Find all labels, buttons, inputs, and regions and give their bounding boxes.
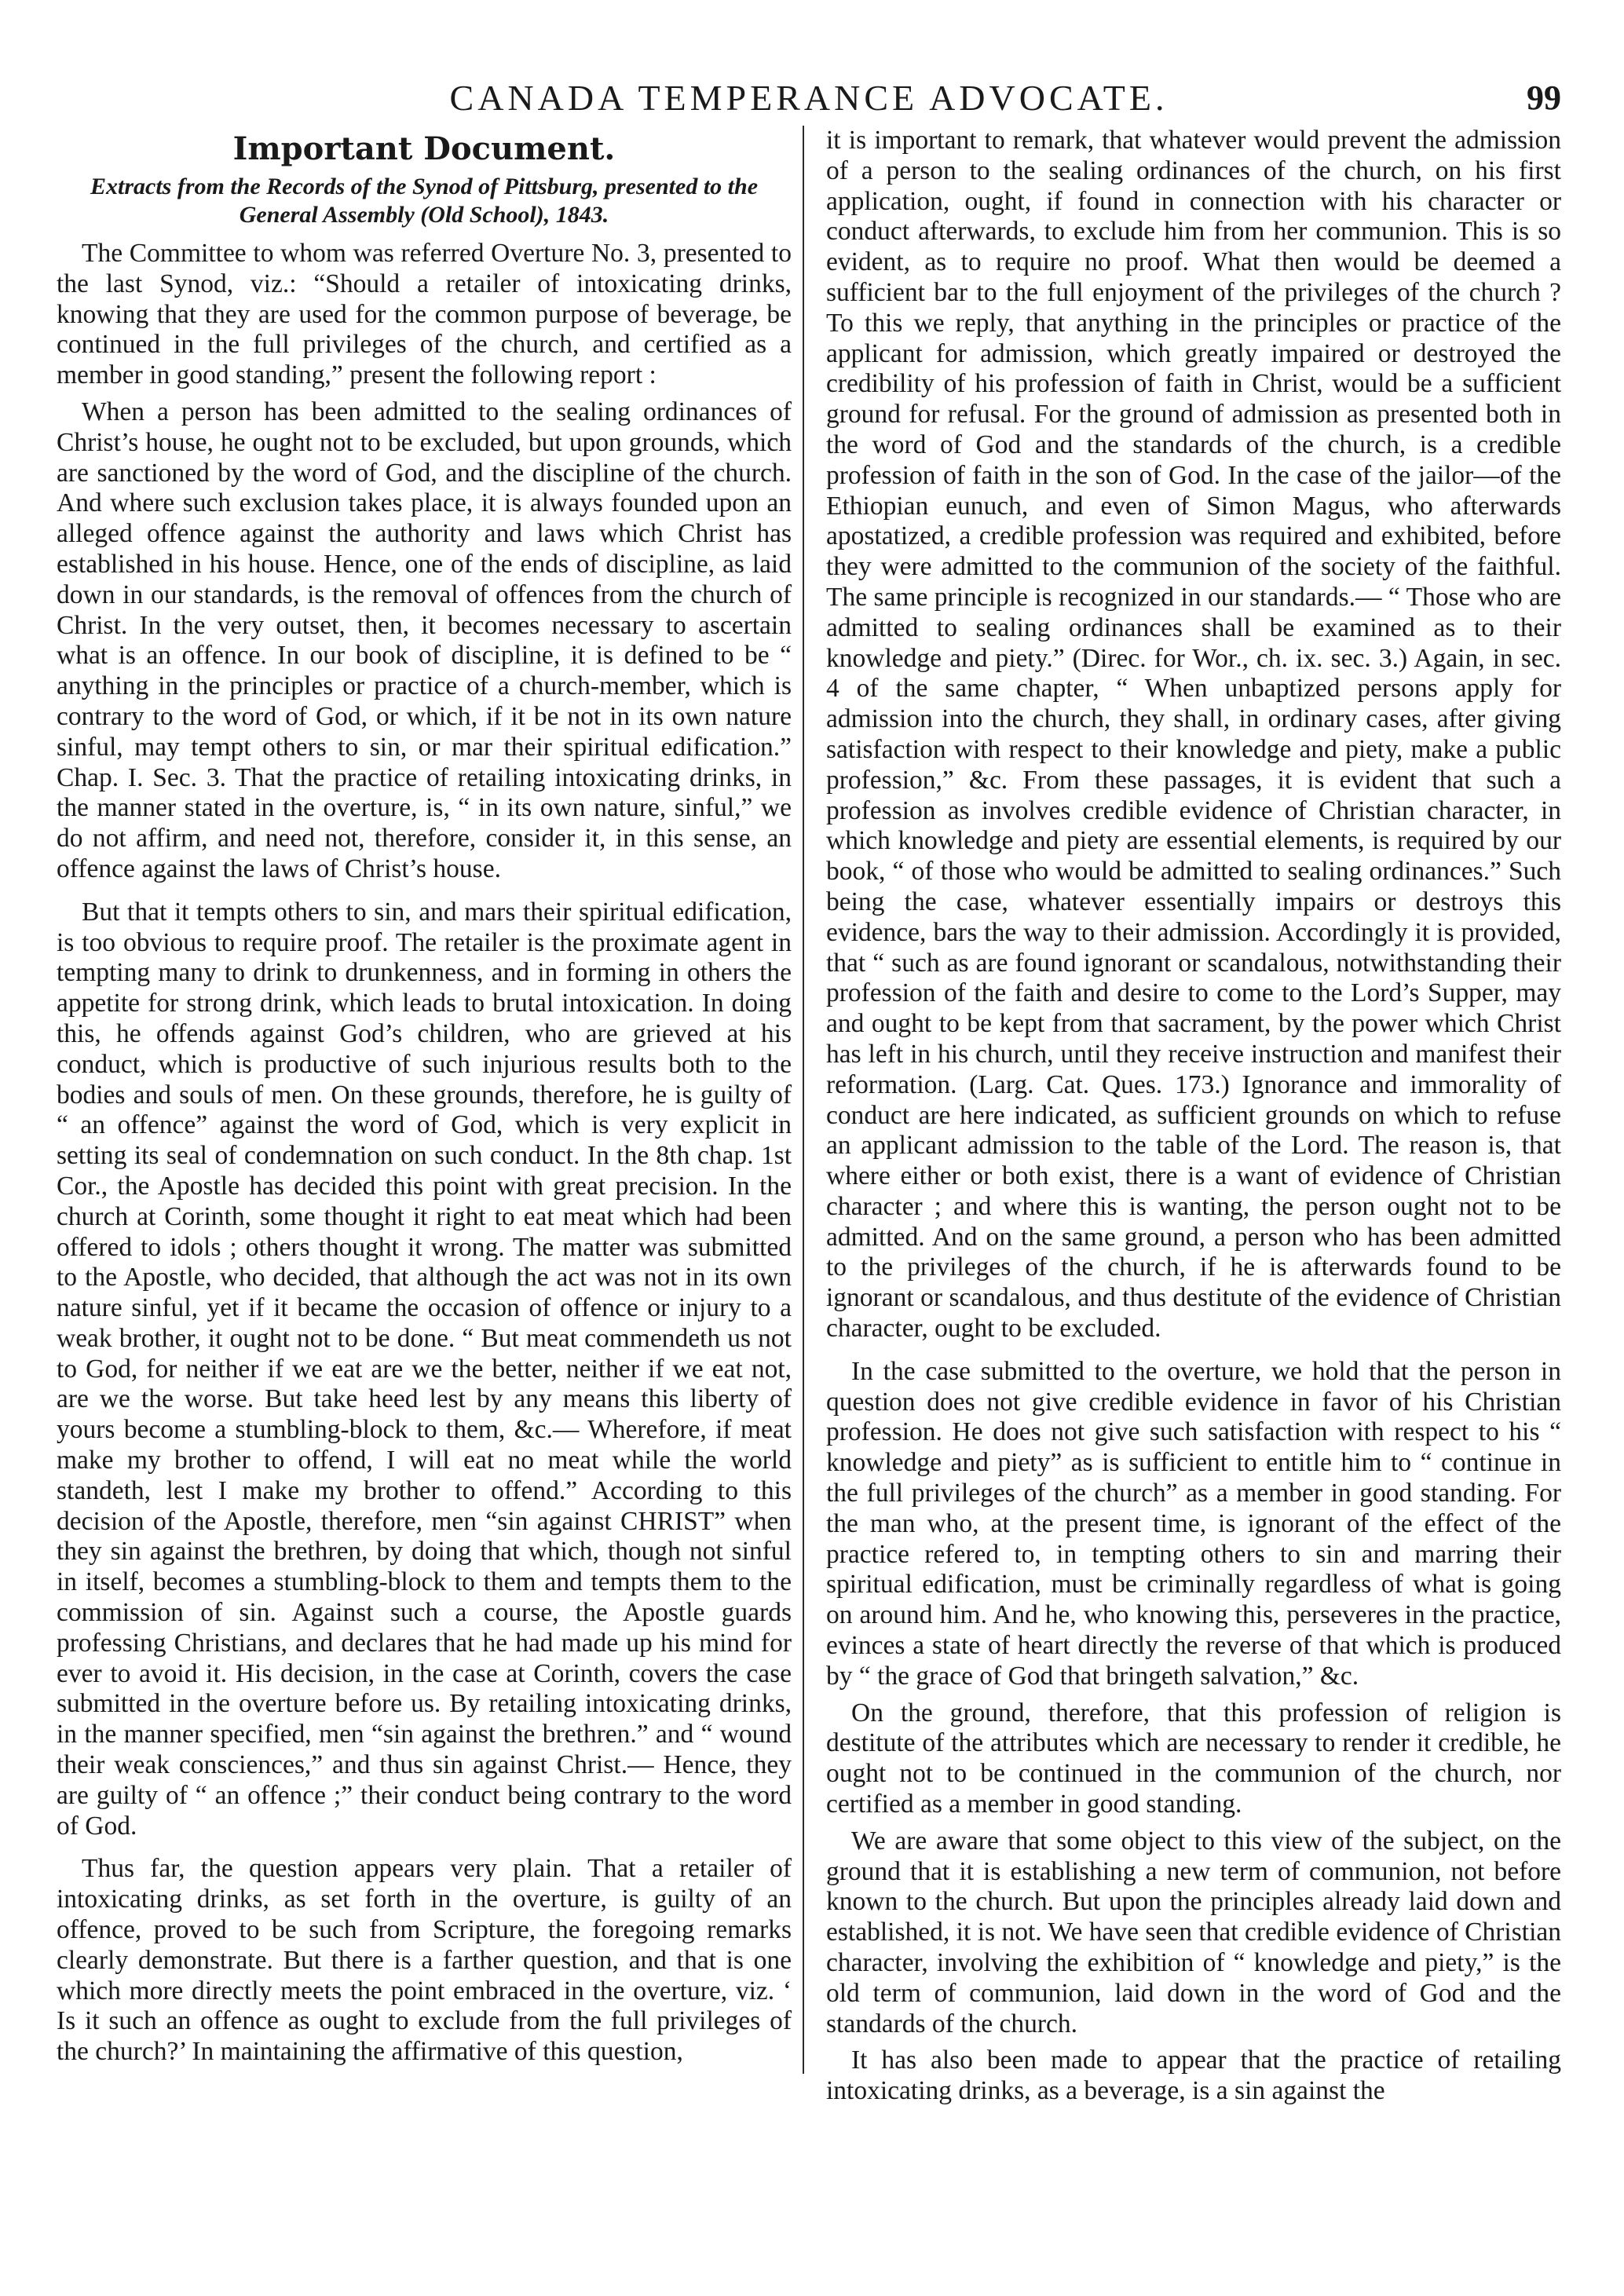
paragraph: it is important to remark, that whatever would prevent the admission of a person to the sealing ordinances of the church, on his first application, ought, if found in connection with his character or conduct afterwards, to exclude him from her communion. This is so evident, as to require no proof. What then would be deemed a sufficient bar to the full enjoyment of the privileges of the church ? To this we reply, that anything in the principles or practice of the applicant for admission, which greatly impaired or destroyed the credibility of his profession of faith in Christ, would be a sufficient ground for refusal. For the ground of admission as presented both in the word of God and the standards of the church, is a credible profession of faith in the son of God. In the case of the jailor—of the Ethiopian eunuch, and even of Simon Magus, who afterwards apostatized, a credible profession was required and exhibited, before they were admitted to the communion of the society of the faithful. The same principle is recognized in our standards.— “ Those who are admitted to sealing ordinances shall be examined as to their knowledge and piety.” (Direc. for Wor., ch. ix. sec. 3.) Again, in sec. 4 of the same chapter, “ When unbaptized persons apply for admission into the church, they shall, in ordinary cases, after giving satisfaction with respect to their knowledge and piety, make a public profession,” &c. From these passages, it is evident that such a profession as involves credible evidence of Christian character, in which knowledge and piety are essential elements, is required by our book, “ of those who would be admitted to sealing ordinances.” Such being the case, whatever essentially impairs or destroys this evidence, bars the way to their admission. Accordingly it is provided, that “ such as are found ignorant or scandalous, notwithstanding their profession of the faith and desire to come to the Lord’s Supper, may and ought to be kept from that sacrament, by the power which Christ has left in his church, until they receive instruction and manifest their reformation. (Larg. Cat. Ques. 173.) Ignorance and immorality of conduct are here indicated, as sufficient grounds on which to refuse an applicant admission to the table of the Lord. The reason is, that where either or both exist, there is a want of evidence of Christian character ; and where this is wanting, the person ought not to be admitted. And on the same ground, a person who has been admitted to the privileges of the church, if he is afterwards found to be ignorant or scandalous, and thus destitute of the evidence of Christian character, ought to be excluded. xyxy=(826,126,1561,1344)
running-header xyxy=(57,71,1561,126)
paragraph: Thus far, the question appears very plain. That a retailer of intoxicating drinks, as set forth in the overture, is guilty of an offence, proved to be such from Scripture, the foregoing remarks clearly demonstrate. But there is a farther question, and that is one which more directly meets the point embraced in the overture, viz. ‘ Is it such an offence as ought to exclude from the full privileges of the church?’ In maintaining the affirmative of this question, xyxy=(57,1854,792,2067)
paragraph: We are aware that some object to this view of the subject, on the ground that it is establishing a new term of communion, not before known to the church. But upon the principles already laid down and established, it is not. We have seen that credible evidence of Christian character, involving the exhibition of “ knowledge and piety,” is the old term of communion, laid down in the word of God and the standards of the church. xyxy=(826,1826,1561,2038)
left-column xyxy=(57,126,804,2074)
page-number: 99 xyxy=(1527,79,1561,117)
article-subtitle: Extracts from the Records of the Synod of Pittsburg, presented to the General Assembly (Old School), 1843. xyxy=(90,174,759,228)
paragraph: The Committee to whom was referred Overture No. 3, presented to the last Synod, viz.: “Should a retailer of intoxicating drinks, knowing that they are used for the common purpose of beverage, be continued in the full privileges of the church, and certified as a member in good standing,” present the following report : xyxy=(57,239,792,390)
paragraph: But that it tempts others to sin, and mars their spiritual edification, is too obvious to require proof. The retailer is the proximate agent in tempting many to drink to drunkenness, and in forming in others the appetite for strong drink, which leads to brutal intoxication. In doing this, he offends against God’s children, who are grieved at his conduct, which is productive of such injurious results both to the bodies and souls of men. On these grounds, therefore, he is guilty of “ an offence” against the word of God, which is very explicit in setting its seal of condemnation on such conduct. In the 8th chap. 1st Cor., the Apostle has decided this point with great precision. In the church at Corinth, some thought it right to eat meat which had been offered to idols ; others thought it wrong. The matter was submitted to the Apostle, who decided, that although the act was not in its own nature sinful, yet if it became the occasion of offence or injury to a weak brother, it ought not to be done. “ But meat commendeth us not to God, for neither if we eat are we the better, neither if we eat not, are we the worse. But take heed lest by any means this liberty of yours become a stumbling-block to them, &c.— Wherefore, if meat make my brother to offend, I will eat no meat while the world standeth, lest I make my brother to offend.” According to this decision of the Apostle, therefore, men “sin against CHRIST” when they sin against the brethren, by doing that which, though not sinful in itself, becomes a stumbling-block to them and tempts them to the commission of sin. Against such a course, the Apostle guards professing Christians, and declares that he had made up his mind for ever to avoid it. His decision, in the case at Corinth, covers the case submitted in the overture before us. By retailing intoxicating drinks, in the manner specified, men “sin against the brethren.” and “ wound their weak consciences,” and thus sin against Christ.— Hence, they are guilty of “ an offence ;” their conduct being contrary to the word of God. xyxy=(57,897,792,1841)
article-columns xyxy=(57,126,1561,2113)
publication-title: CANADA TEMPERANCE ADVOCATE. xyxy=(449,78,1169,118)
paragraph: It has also been made to appear that the practice of retailing intoxicating drinks, as a beverage, is a sin against the xyxy=(826,2046,1561,2106)
article-title: Important Document. xyxy=(232,130,616,167)
paragraph: In the case submitted to the overture, we hold that the person in question does not give credible evidence in favor of his Christian profession. He does not give such satisfaction with respect to his “ knowledge and piety” as is sufficient to entitle him to “ continue in the full privileges of the church” as a member in good standing. For the man who, at the present time, is ignorant of the effect of the practice refered to, in tempting others to sin and marring their spiritual edification, must be criminally regardless of what is going on around him. And he, who knowing this, perseveres in the practice, evinces a state of heart directly the reverse of that which is produced by “ the grace of God that bringeth salvation,” &c. xyxy=(826,1356,1561,1691)
paragraph: On the ground, therefore, that this profession of religion is destitute of the attributes which are necessary to render it credible, he ought not to be continued in the communion of the church, nor certified as a member in good standing. xyxy=(826,1698,1561,1819)
paragraph: When a person has been admitted to the sealing ordinances of Christ’s house, he ought not to be excluded, but upon grounds, which are sanctioned by the word of God, and the discipline of the church. And where such exclusion takes place, it is always founded upon an alleged offence against the authority and laws which Christ has established in his house. Hence, one of the ends of discipline, as laid down in our standards, is the removal of offences from the church of Christ. In the very outset, then, it becomes necessary to ascertain what is an offence. In our book of discipline, it is defined to be “ anything in the principles or practice of a church-member, which is contrary to the word of God, or which, if it be not in its own nature sinful, may tempt others to sin, or mar their spiritual edification.” Chap. I. Sec. 3. That the practice of retailing intoxicating drinks, in the manner stated in the overture, is, “ in its own nature, sinful,” we do not affirm, and need not, therefore, consider it, in this sense, an offence against the laws of Christ’s house. xyxy=(57,397,792,883)
right-column xyxy=(826,126,1561,2113)
